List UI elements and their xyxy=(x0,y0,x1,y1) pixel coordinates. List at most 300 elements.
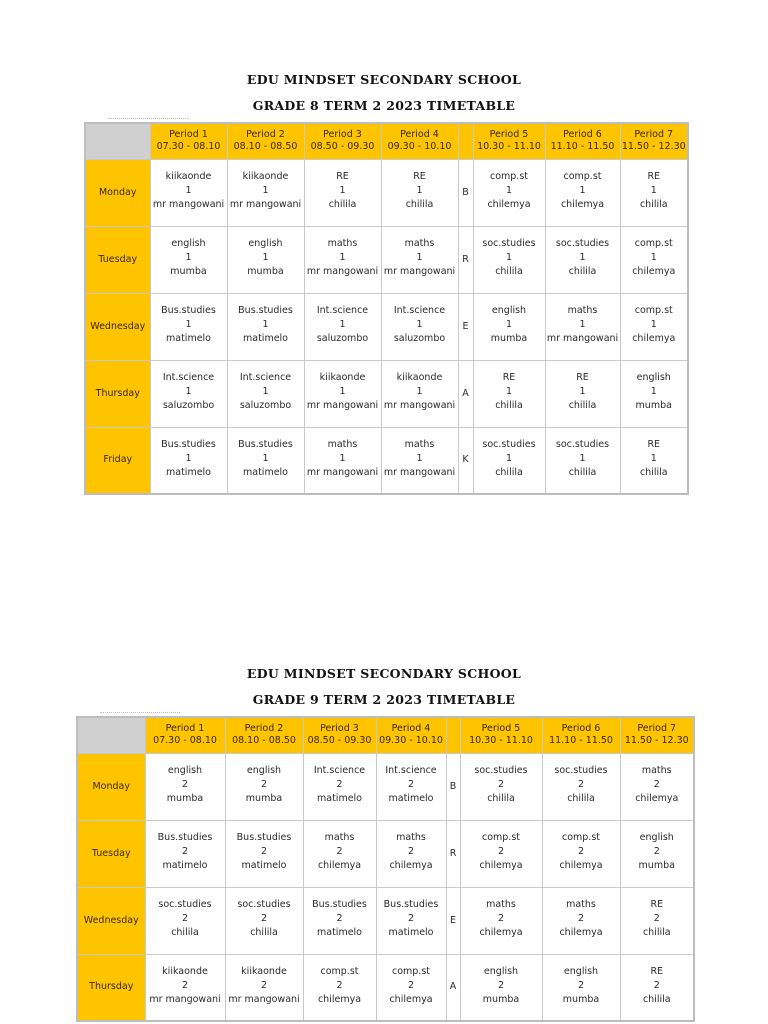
lesson-teacher: chilemya xyxy=(487,198,531,210)
lesson-number: 2 xyxy=(407,979,415,991)
lesson-teacher: chilila xyxy=(639,466,668,478)
lesson-subject: Bus.studies xyxy=(383,898,439,910)
lesson-teacher: mumba xyxy=(562,993,600,1005)
corner-cell xyxy=(77,717,145,753)
lesson-cell xyxy=(376,887,446,954)
lesson-number: 2 xyxy=(497,912,505,924)
lesson-teacher: matimelo xyxy=(166,466,211,478)
lesson-number: 1 xyxy=(262,452,269,464)
lesson-number: 1 xyxy=(262,318,269,330)
lesson-teacher: saluzombo xyxy=(393,332,446,344)
lesson-subject: RE xyxy=(336,170,349,182)
lesson-cell xyxy=(620,753,694,820)
lesson-subject: kiikaonde xyxy=(396,371,443,383)
lesson-number: 2 xyxy=(260,979,268,991)
lesson-teacher: mr mangowani xyxy=(383,265,456,277)
lesson-teacher: matimelo xyxy=(243,466,288,478)
lesson-teacher: chilemya xyxy=(635,792,679,804)
period-label: Period 1 xyxy=(165,723,205,735)
lesson-teacher: mr mangowani xyxy=(306,265,379,277)
lesson-subject: kiikaonde xyxy=(242,170,289,182)
lesson-teacher: chilemya xyxy=(479,859,523,871)
lesson-cell xyxy=(620,887,694,954)
period-time: 08.50 - 09.30 xyxy=(310,141,375,153)
lesson-subject: Bus.studies xyxy=(312,898,367,910)
lesson-subject: RE xyxy=(650,965,664,977)
period-label: Period 7 xyxy=(634,129,674,141)
period-time: 08.10 - 08.50 xyxy=(232,735,296,747)
lesson-subject: Bus.studies xyxy=(236,831,292,843)
lesson-number: 1 xyxy=(416,385,423,397)
lesson-teacher: mr mangowani xyxy=(229,198,302,210)
lesson-subject: maths xyxy=(396,831,426,843)
lesson-subject: Int.science xyxy=(313,764,366,776)
period-time: 09.30 - 10.10 xyxy=(379,735,443,747)
lesson-cell xyxy=(304,226,381,293)
lesson-cell xyxy=(150,293,227,360)
day-label: Wednesday xyxy=(85,293,150,360)
lesson-cell xyxy=(225,753,303,820)
lesson-subject: Int.science xyxy=(316,304,369,316)
day-label: Thursday xyxy=(85,360,150,427)
period-header-2 xyxy=(225,717,303,753)
lesson-number: 2 xyxy=(497,845,505,857)
day-label: Tuesday xyxy=(85,226,150,293)
lesson-cell xyxy=(460,887,542,954)
lesson-cell xyxy=(225,954,303,1021)
lesson-subject: kiikaonde xyxy=(162,965,208,977)
lesson-number: 1 xyxy=(416,452,423,464)
lesson-teacher: mr mangowani xyxy=(152,198,225,210)
period-time: 07.30 - 08.10 xyxy=(156,141,221,153)
lesson-cell xyxy=(304,360,381,427)
lesson-subject: maths xyxy=(404,237,435,249)
lesson-number: 1 xyxy=(262,385,269,397)
lesson-teacher: mumba xyxy=(638,859,675,871)
lesson-subject: Bus.studies xyxy=(238,438,293,450)
period-time: 10.30 - 11.10 xyxy=(477,141,541,153)
period-label: Period 2 xyxy=(244,723,284,735)
day-row-friday xyxy=(85,427,688,494)
lesson-cell xyxy=(303,954,376,1021)
lesson-subject: Int.science xyxy=(385,764,437,776)
lesson-number: 2 xyxy=(336,845,343,857)
lesson-cell xyxy=(150,159,227,226)
lesson-number: 1 xyxy=(339,251,346,263)
lesson-number: 1 xyxy=(262,251,269,263)
lesson-cell xyxy=(473,293,545,360)
period-label: Period 5 xyxy=(481,723,521,735)
lesson-subject: maths xyxy=(324,831,355,843)
lesson-teacher: chilila xyxy=(568,265,597,277)
lesson-subject: maths xyxy=(486,898,516,910)
period-time: 08.10 - 08.50 xyxy=(233,141,298,153)
lesson-subject: Int.science xyxy=(393,304,446,316)
period-time: 11.50 - 12.30 xyxy=(621,141,686,153)
lesson-cell xyxy=(473,159,545,226)
lesson-teacher: chilemya xyxy=(389,993,433,1005)
lesson-cell xyxy=(303,820,376,887)
lesson-number: 1 xyxy=(505,184,513,196)
lesson-number: 2 xyxy=(577,778,585,790)
lesson-subject: comp.st xyxy=(481,831,520,843)
lesson-subject: soc.studies xyxy=(237,898,291,910)
lesson-cell xyxy=(381,226,458,293)
period-header-2 xyxy=(227,123,304,159)
header-row xyxy=(85,123,688,159)
lesson-number: 2 xyxy=(407,778,415,790)
lesson-teacher: chilemya xyxy=(389,859,433,871)
lesson-teacher: chilila xyxy=(405,198,434,210)
lesson-teacher: saluzombo xyxy=(239,399,292,411)
lesson-number: 1 xyxy=(185,251,192,263)
lesson-cell xyxy=(545,427,620,494)
lesson-cell xyxy=(150,226,227,293)
period-header-3 xyxy=(304,123,381,159)
lesson-subject: RE xyxy=(576,371,589,383)
lesson-subject: maths xyxy=(567,304,598,316)
period-label: Period 3 xyxy=(323,129,362,141)
lesson-number: 1 xyxy=(579,452,586,464)
lesson-subject: Bus.studies xyxy=(161,438,216,450)
period-header-4 xyxy=(376,717,446,753)
lesson-cell xyxy=(620,159,688,226)
break-letter: E xyxy=(458,293,473,360)
lesson-teacher: chilemya xyxy=(559,926,603,938)
lesson-cell xyxy=(145,887,225,954)
lesson-teacher: saluzombo xyxy=(162,399,215,411)
period-label: Period 4 xyxy=(391,723,431,735)
day-label: Wednesday xyxy=(77,887,145,954)
lesson-teacher: mr mangowani xyxy=(383,399,456,411)
lesson-number: 2 xyxy=(653,845,660,857)
lesson-cell xyxy=(227,226,304,293)
break-letter: K xyxy=(458,427,473,494)
lesson-number: 2 xyxy=(497,778,505,790)
lesson-teacher: saluzombo xyxy=(316,332,369,344)
lesson-teacher: chilila xyxy=(567,792,595,804)
lesson-number: 1 xyxy=(339,385,346,397)
period-label: Period 2 xyxy=(246,129,285,141)
lesson-subject: comp.st xyxy=(391,965,430,977)
lesson-number: 2 xyxy=(260,912,268,924)
lesson-number: 1 xyxy=(505,385,513,397)
lesson-number: 1 xyxy=(262,184,269,196)
period-header-6 xyxy=(545,123,620,159)
lesson-number: 1 xyxy=(416,251,423,263)
lesson-subject: maths xyxy=(641,764,672,776)
lesson-cell xyxy=(227,159,304,226)
lesson-cell xyxy=(545,360,620,427)
lesson-number: 1 xyxy=(185,385,192,397)
lesson-subject: soc.studies xyxy=(474,764,528,776)
lesson-cell xyxy=(542,820,620,887)
lesson-number: 2 xyxy=(407,912,415,924)
lesson-teacher: chilila xyxy=(568,399,597,411)
period-label: Period 1 xyxy=(169,129,208,141)
lesson-teacher: chilila xyxy=(495,265,523,277)
lesson-subject: soc.studies xyxy=(555,237,610,249)
period-header-1 xyxy=(145,717,225,753)
lesson-number: 2 xyxy=(181,845,189,857)
lesson-subject: maths xyxy=(566,898,596,910)
period-time: 11.10 - 11.50 xyxy=(550,141,615,153)
lesson-cell xyxy=(304,427,381,494)
lesson-teacher: mr mangowani xyxy=(383,466,456,478)
lesson-cell xyxy=(145,820,225,887)
lesson-number: 1 xyxy=(505,452,513,464)
lesson-cell xyxy=(545,159,620,226)
lesson-number: 1 xyxy=(339,318,346,330)
lesson-number: 2 xyxy=(577,912,585,924)
lesson-teacher: matimelo xyxy=(243,332,288,344)
day-row-wednesday xyxy=(85,293,688,360)
period-time: 10.30 - 11.10 xyxy=(469,735,533,747)
lesson-cell xyxy=(545,293,620,360)
break-header-cell xyxy=(446,717,460,753)
timetable-title-1: GRADE 8 TERM 2 2023 TIMETABLE xyxy=(252,98,516,113)
lesson-subject: soc.studies xyxy=(482,438,536,450)
lesson-cell xyxy=(381,360,458,427)
lesson-teacher: chilemya xyxy=(317,859,362,871)
period-label: Period 5 xyxy=(489,129,529,141)
lesson-teacher: mumba xyxy=(166,792,204,804)
lesson-cell xyxy=(620,427,688,494)
period-label: Period 4 xyxy=(400,129,439,141)
lesson-teacher: mr mangowani xyxy=(149,993,221,1005)
corner-cell xyxy=(85,123,150,159)
lesson-teacher: mr mangowani xyxy=(546,332,619,344)
period-time: 07.30 - 08.10 xyxy=(153,735,217,747)
lesson-teacher: matimelo xyxy=(388,792,434,804)
break-letter: R xyxy=(446,820,460,887)
period-header-5 xyxy=(473,123,545,159)
lesson-number: 1 xyxy=(579,318,586,330)
period-time: 08.50 - 09.30 xyxy=(307,735,372,747)
break-letter: A xyxy=(446,954,460,1021)
day-row-thursday xyxy=(85,360,688,427)
lesson-cell xyxy=(381,159,458,226)
lesson-cell xyxy=(473,427,545,494)
lesson-cell xyxy=(542,954,620,1021)
lesson-subject: english xyxy=(171,237,206,249)
lesson-number: 2 xyxy=(336,979,343,991)
lesson-number: 2 xyxy=(260,778,268,790)
lesson-cell xyxy=(460,954,542,1021)
lesson-teacher: chilemya xyxy=(632,265,676,277)
lesson-cell xyxy=(150,360,227,427)
lesson-subject: english xyxy=(563,965,599,977)
period-header-1 xyxy=(150,123,227,159)
lesson-teacher: matimelo xyxy=(162,859,208,871)
lesson-cell xyxy=(620,226,688,293)
lesson-teacher: mumba xyxy=(170,265,207,277)
lesson-teacher: matimelo xyxy=(317,792,362,804)
lesson-number: 1 xyxy=(579,251,586,263)
lesson-number: 1 xyxy=(650,385,657,397)
period-time: 09.30 - 10.10 xyxy=(387,141,452,153)
lesson-teacher: chilila xyxy=(495,399,523,411)
break-letter: B xyxy=(458,159,473,226)
lesson-teacher: chilila xyxy=(642,926,671,938)
period-label: Period 6 xyxy=(563,129,602,141)
lesson-subject: soc.studies xyxy=(554,764,608,776)
lesson-teacher: mr mangowani xyxy=(306,399,379,411)
lesson-subject: comp.st xyxy=(561,831,600,843)
lesson-subject: english xyxy=(246,764,282,776)
lesson-subject: Bus.studies xyxy=(161,304,216,316)
day-row-tuesday xyxy=(77,820,694,887)
lesson-cell xyxy=(145,954,225,1021)
lesson-number: 1 xyxy=(505,251,513,263)
lesson-teacher: mr mangowani xyxy=(306,466,379,478)
period-time: 11.50 - 12.30 xyxy=(624,735,689,747)
lesson-subject: comp.st xyxy=(489,170,528,182)
lesson-teacher: chilila xyxy=(642,993,671,1005)
timetable-grade-8 xyxy=(84,122,689,495)
lesson-cell xyxy=(381,293,458,360)
school-name-2: EDU MINDSET SECONDARY SCHOOL xyxy=(246,666,522,681)
school-name-1: EDU MINDSET SECONDARY SCHOOL xyxy=(246,72,522,87)
period-header-4 xyxy=(381,123,458,159)
period-header-3 xyxy=(303,717,376,753)
lesson-cell xyxy=(545,226,620,293)
lesson-teacher: chilemya xyxy=(317,993,362,1005)
lesson-number: 1 xyxy=(579,184,586,196)
lesson-teacher: chilila xyxy=(495,466,523,478)
timetable-title-2: GRADE 9 TERM 2 2023 TIMETABLE xyxy=(252,692,516,707)
lesson-cell xyxy=(376,753,446,820)
lesson-number: 1 xyxy=(650,452,657,464)
period-label: Period 3 xyxy=(320,723,359,735)
lesson-cell xyxy=(376,820,446,887)
lesson-subject: english xyxy=(636,371,671,383)
day-row-thursday xyxy=(77,954,694,1021)
lesson-subject: maths xyxy=(327,438,358,450)
lesson-teacher: mumba xyxy=(245,792,283,804)
lesson-subject: english xyxy=(167,764,203,776)
lesson-cell xyxy=(150,427,227,494)
lesson-number: 2 xyxy=(653,778,660,790)
lesson-teacher: chilila xyxy=(171,926,199,938)
lesson-number: 2 xyxy=(653,979,660,991)
lesson-number: 2 xyxy=(577,979,585,991)
lesson-subject: maths xyxy=(404,438,435,450)
lesson-subject: comp.st xyxy=(634,304,673,316)
lesson-number: 1 xyxy=(185,318,192,330)
lesson-cell xyxy=(620,954,694,1021)
lesson-cell xyxy=(542,753,620,820)
lesson-cell xyxy=(542,887,620,954)
lesson-teacher: matimelo xyxy=(317,926,362,938)
lesson-cell xyxy=(620,293,688,360)
break-letter: B xyxy=(446,753,460,820)
day-label: Friday xyxy=(85,427,150,494)
lesson-number: 2 xyxy=(181,778,189,790)
lesson-subject: RE xyxy=(647,170,661,182)
lesson-subject: RE xyxy=(650,898,664,910)
lesson-subject: english xyxy=(639,831,674,843)
lesson-teacher: chilila xyxy=(639,198,668,210)
day-label: Monday xyxy=(77,753,145,820)
lesson-cell xyxy=(225,887,303,954)
lesson-teacher: chilila xyxy=(250,926,278,938)
lesson-teacher: mumba xyxy=(482,993,520,1005)
lesson-teacher: chilila xyxy=(328,198,357,210)
lesson-number: 1 xyxy=(339,452,346,464)
lesson-subject: RE xyxy=(647,438,661,450)
lesson-cell xyxy=(227,293,304,360)
lesson-teacher: mumba xyxy=(247,265,284,277)
lesson-number: 2 xyxy=(260,845,268,857)
day-row-monday xyxy=(85,159,688,226)
break-letter: E xyxy=(446,887,460,954)
lesson-number: 1 xyxy=(579,385,586,397)
lesson-cell xyxy=(460,820,542,887)
lesson-subject: soc.studies xyxy=(158,898,212,910)
day-label: Tuesday xyxy=(77,820,145,887)
lesson-cell xyxy=(304,293,381,360)
lesson-number: 2 xyxy=(181,979,189,991)
lesson-subject: english xyxy=(248,237,283,249)
lesson-subject: english xyxy=(491,304,527,316)
lesson-number: 2 xyxy=(497,979,505,991)
lesson-cell xyxy=(304,159,381,226)
lesson-cell xyxy=(381,427,458,494)
lesson-number: 2 xyxy=(407,845,415,857)
lesson-teacher: chilemya xyxy=(632,332,676,344)
lesson-subject: Bus.studies xyxy=(157,831,213,843)
lesson-subject: kiikaonde xyxy=(319,371,366,383)
lesson-number: 1 xyxy=(185,452,192,464)
day-row-monday xyxy=(77,753,694,820)
lesson-number: 1 xyxy=(505,318,513,330)
lesson-subject: comp.st xyxy=(320,965,359,977)
lesson-number: 2 xyxy=(653,912,660,924)
lesson-number: 2 xyxy=(336,778,343,790)
header-row xyxy=(77,717,694,753)
lesson-cell xyxy=(303,753,376,820)
lesson-subject: RE xyxy=(413,170,426,182)
lesson-number: 1 xyxy=(650,251,657,263)
lesson-subject: soc.studies xyxy=(482,237,536,249)
day-label: Monday xyxy=(85,159,150,226)
lesson-subject: english xyxy=(483,965,519,977)
lesson-teacher: mumba xyxy=(635,399,672,411)
period-time: 11.10 - 11.50 xyxy=(549,735,613,747)
lesson-cell xyxy=(227,427,304,494)
lesson-teacher: mumba xyxy=(490,332,528,344)
lesson-subject: kiikaonde xyxy=(165,170,212,182)
lesson-number: 1 xyxy=(185,184,192,196)
lesson-teacher: chilemya xyxy=(479,926,523,938)
lesson-cell xyxy=(620,360,688,427)
lesson-teacher: chilila xyxy=(487,792,515,804)
lesson-teacher: chilila xyxy=(568,466,597,478)
lesson-cell xyxy=(376,954,446,1021)
lesson-subject: maths xyxy=(327,237,358,249)
lesson-subject: comp.st xyxy=(563,170,602,182)
lesson-teacher: matimelo xyxy=(166,332,211,344)
lesson-subject: soc.studies xyxy=(555,438,610,450)
lesson-number: 2 xyxy=(577,845,585,857)
day-row-wednesday xyxy=(77,887,694,954)
lesson-number: 2 xyxy=(181,912,189,924)
day-label: Thursday xyxy=(77,954,145,1021)
lesson-number: 1 xyxy=(416,184,423,196)
period-label: Period 6 xyxy=(561,723,601,735)
lesson-subject: Int.science xyxy=(239,371,292,383)
